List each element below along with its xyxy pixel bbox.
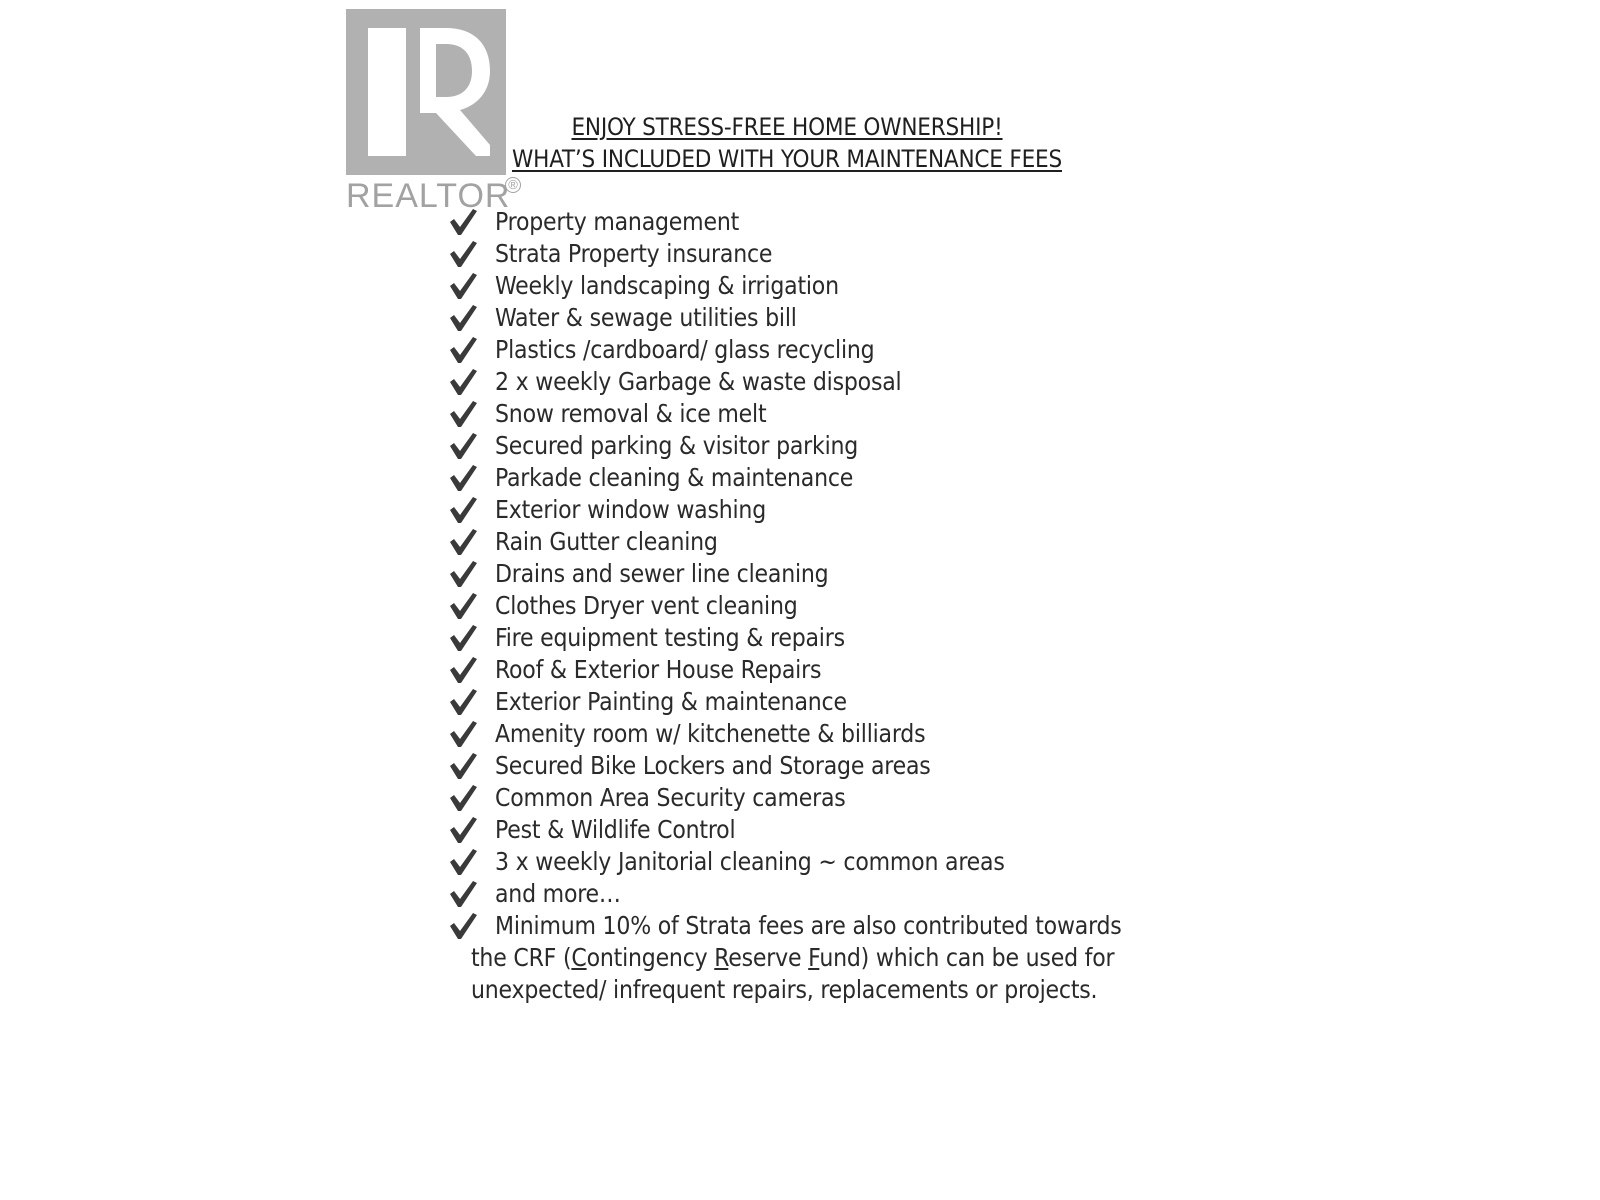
list-item-label: Amenity room w/ kitchenette & billiards xyxy=(495,719,926,748)
list-item-label: Exterior window washing xyxy=(495,495,767,524)
checkmark-icon xyxy=(448,271,478,301)
checkmark-icon xyxy=(448,847,478,877)
checklist xyxy=(448,206,1208,910)
list-item xyxy=(448,238,1208,270)
list-item xyxy=(448,878,1208,910)
checkmark-icon xyxy=(448,783,478,813)
checkmark-icon xyxy=(448,879,478,909)
list-item xyxy=(448,814,1208,846)
checkmark-icon xyxy=(448,751,478,781)
checkmark-icon xyxy=(448,463,478,493)
list-item-label: 3 x weekly Janitorial cleaning ~ common areas xyxy=(495,847,1005,876)
final-item-line-2 xyxy=(471,942,1114,974)
checkmark-icon xyxy=(448,815,478,845)
list-item-label: 2 x weekly Garbage & waste disposal xyxy=(495,367,902,396)
list-item-label: Roof & Exterior House Repairs xyxy=(495,655,822,684)
list-item-label: Water & sewage utilities bill xyxy=(495,303,797,332)
list-item xyxy=(448,590,1208,622)
checkmark-icon xyxy=(448,431,478,461)
list-item-label: Pest & Wildlife Control xyxy=(495,815,736,844)
heading-line-1: ENJOY STRESS-FREE HOME OWNERSHIP! xyxy=(571,113,1003,141)
list-item-label: Weekly landscaping & irrigation xyxy=(495,271,839,300)
checkmark-icon xyxy=(448,527,478,557)
heading-line-2: WHAT’S INCLUDED WITH YOUR MAINTENANCE FEES xyxy=(512,145,1062,173)
crf-suffix: und) which can be used for xyxy=(819,943,1115,972)
list-item-label: Drains and sewer line cleaning xyxy=(495,559,829,588)
final-item-line-1: Minimum 10% of Strata fees are also contributed towards xyxy=(495,911,1122,940)
list-item-label: Rain Gutter cleaning xyxy=(495,527,718,556)
list-item xyxy=(448,654,1208,686)
checkmark-icon xyxy=(448,591,478,621)
list-item xyxy=(448,302,1208,334)
list-item-label: Secured parking & visitor parking xyxy=(495,431,859,460)
list-item-label: Common Area Security cameras xyxy=(495,783,846,812)
list-item xyxy=(448,334,1208,366)
checkmark-icon xyxy=(448,559,478,589)
checkmark-icon xyxy=(448,207,478,237)
checkmark-icon xyxy=(448,239,478,269)
list-item xyxy=(448,846,1208,878)
list-item xyxy=(448,558,1208,590)
list-item xyxy=(448,686,1208,718)
crf-r: R xyxy=(714,943,729,972)
registered-mark: ® xyxy=(505,177,521,193)
checkmark-icon xyxy=(448,719,478,749)
list-item xyxy=(448,270,1208,302)
checkmark-icon xyxy=(448,303,478,333)
checkmark-icon xyxy=(448,335,478,365)
checkmark-icon xyxy=(448,687,478,717)
list-item-label: Strata Property insurance xyxy=(495,239,773,268)
list-item xyxy=(448,206,1208,238)
list-item-label: Property management xyxy=(495,207,740,236)
checkmark-icon xyxy=(448,911,478,941)
list-item xyxy=(448,622,1208,654)
realtor-wordmark: REALTOR xyxy=(346,177,511,215)
list-item xyxy=(448,750,1208,782)
list-item xyxy=(448,462,1208,494)
checkmark-icon xyxy=(448,367,478,397)
crf-prefix: the CRF ( xyxy=(471,943,572,972)
crf-eserve: eserve xyxy=(728,943,809,972)
list-item-label: Fire equipment testing & repairs xyxy=(495,623,845,652)
list-item xyxy=(448,430,1208,462)
checkmark-icon xyxy=(448,495,478,525)
list-item xyxy=(448,366,1208,398)
crf-f: F xyxy=(808,943,820,972)
list-item-label: Snow removal & ice melt xyxy=(495,399,767,428)
list-item xyxy=(448,782,1208,814)
list-item-label: and more… xyxy=(495,879,621,908)
list-item-label: Exterior Painting & maintenance xyxy=(495,687,847,716)
crf-c: C xyxy=(571,943,587,972)
list-item xyxy=(448,494,1208,526)
checkmark-icon xyxy=(448,655,478,685)
list-item xyxy=(448,526,1208,558)
list-item-label: Plastics /cardboard/ glass recycling xyxy=(495,335,875,364)
list-item-label: Clothes Dryer vent cleaning xyxy=(495,591,798,620)
final-item-line-3: unexpected/ infrequent repairs, replacements or projects. xyxy=(471,975,1098,1004)
list-item xyxy=(448,718,1208,750)
checkmark-icon xyxy=(448,623,478,653)
list-item-label: Parkade cleaning & maintenance xyxy=(495,463,854,492)
crf-ontingency: ontingency xyxy=(586,943,715,972)
list-item xyxy=(448,398,1208,430)
list-item-label: Secured Bike Lockers and Storage areas xyxy=(495,751,931,780)
checkmark-icon xyxy=(448,399,478,429)
